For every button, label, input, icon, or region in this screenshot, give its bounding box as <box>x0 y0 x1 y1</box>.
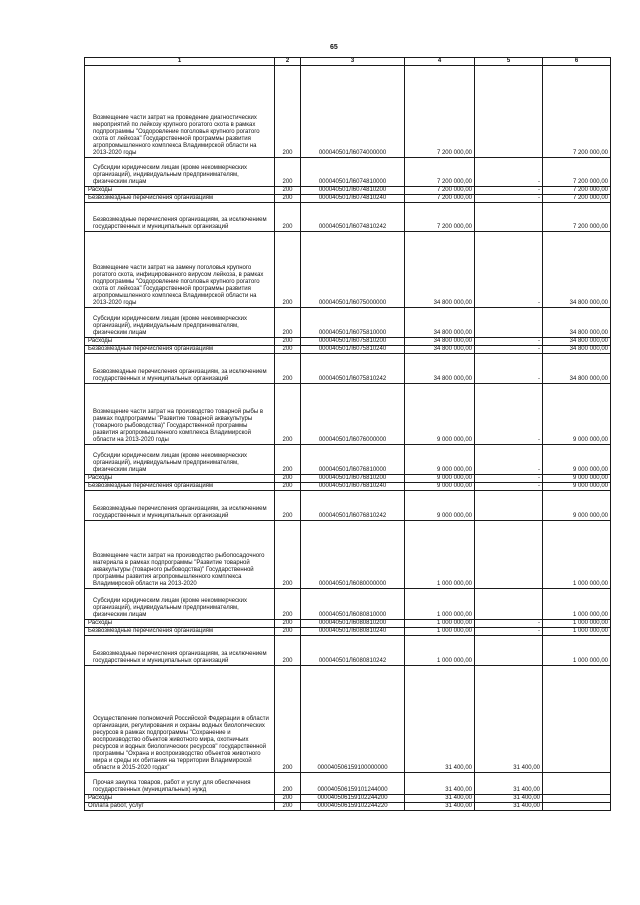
row-classification-code: 000040501Л6080810200 <box>301 620 405 628</box>
row-amount-federal <box>475 66 543 158</box>
row-amount-regional: 1 000 000,00 <box>543 636 611 666</box>
row-amount-approved: 31 400,00 <box>405 795 475 803</box>
table-row <box>85 354 611 384</box>
row-code: 200 <box>275 308 301 338</box>
row-classification-code: 000040506159102244220 <box>301 803 405 811</box>
row-code: 200 <box>275 187 301 195</box>
row-amount-regional <box>543 666 611 773</box>
row-amount-federal <box>475 203 543 232</box>
row-code: 200 <box>275 491 301 521</box>
row-description: Возмещение части затрат на замену поголовья крупного рогатого скота, инфицированного вирусом лейкоза, в рамках подпрограммы "Оздоровление поголовья крупного рогатого скота от лейкоза" Государственной программы развития агропромышленного комплекса Владимирской области на 2013-2020 годы <box>85 232 275 308</box>
row-amount-approved: 1 000 000,00 <box>405 620 475 628</box>
row-description: Расходы <box>85 475 275 483</box>
row-code: 200 <box>275 589 301 620</box>
row-amount-regional: 7 200 000,00 <box>543 158 611 187</box>
row-amount-regional: 1 000 000,00 <box>543 589 611 620</box>
row-amount-regional: 34 800 000,00 <box>543 308 611 338</box>
row-amount-federal: - <box>475 354 543 384</box>
row-description: Субсидии юридическим лицам (кроме некоммерческих организаций), индивидуальным предпринимателям, физическим лицам <box>85 445 275 475</box>
table-row <box>85 384 611 445</box>
row-amount-approved: 31 400,00 <box>405 773 475 795</box>
row-amount-federal: - <box>475 232 543 308</box>
row-classification-code: 000040501Л6075810000 <box>301 308 405 338</box>
row-classification-code: 000040501Л6074000000 <box>301 66 405 158</box>
row-amount-federal: - <box>475 187 543 195</box>
table-row <box>85 445 611 475</box>
table-row <box>85 636 611 666</box>
table-row <box>85 338 611 346</box>
row-amount-approved: 34 800 000,00 <box>405 308 475 338</box>
row-amount-regional: 1 000 000,00 <box>543 628 611 636</box>
row-description: Расходы <box>85 338 275 346</box>
row-amount-approved: 34 800 000,00 <box>405 354 475 384</box>
header-col-1: 1 <box>85 58 275 66</box>
row-description: Возмещение части затрат на проведение диагностических мероприятий по лейкозу крупного рогатого скота в рамках подпрограммы "Оздоровление поголовья крупного рогатого скота от лейкоза" Государственной программы развития агропромышленного комплекса Владимирской области на 2013-2020 годы <box>85 66 275 158</box>
row-code: 200 <box>275 475 301 483</box>
row-classification-code: 000040501Л6076810200 <box>301 475 405 483</box>
row-classification-code: 000040501Л6075000000 <box>301 232 405 308</box>
table-row <box>85 195 611 203</box>
table-row <box>85 483 611 491</box>
row-description: Возмещение части затрат на производство товарной рыбы в рамках подпрограммы "Развитие товарной аквакультуры (товарного рыбоводства)" Государственной программы развития агропромышленного комплекса Владимирской области на 2013-2020 годы <box>85 384 275 445</box>
table-row <box>85 187 611 195</box>
row-classification-code: 000040501Л6075810200 <box>301 338 405 346</box>
header-col-6: 6 <box>543 58 611 66</box>
table-row <box>85 66 611 158</box>
table-row <box>85 475 611 483</box>
table-row <box>85 795 611 803</box>
table-row <box>85 232 611 308</box>
header-col-2: 2 <box>275 58 301 66</box>
row-amount-regional: 7 200 000,00 <box>543 195 611 203</box>
row-classification-code: 000040501Л6080810240 <box>301 628 405 636</box>
row-classification-code: 000040501Л6080810000 <box>301 589 405 620</box>
row-classification-code: 000040501Л6074810240 <box>301 195 405 203</box>
row-code: 200 <box>275 203 301 232</box>
row-classification-code: 000040501Л6075810242 <box>301 354 405 384</box>
row-amount-federal: 31 400,00 <box>475 666 543 773</box>
header-col-4: 4 <box>405 58 475 66</box>
row-description: Безвозмездные перечисления организациям <box>85 346 275 354</box>
header-col-3: 3 <box>301 58 405 66</box>
table-row <box>85 803 611 811</box>
row-classification-code: 000040506159101244000 <box>301 773 405 795</box>
row-amount-approved: 31 400,00 <box>405 666 475 773</box>
row-amount-approved: 7 200 000,00 <box>405 158 475 187</box>
row-description: Безвозмездные перечисления организациям <box>85 483 275 491</box>
row-amount-approved: 7 200 000,00 <box>405 195 475 203</box>
row-amount-approved: 34 800 000,00 <box>405 346 475 354</box>
row-amount-federal: - <box>475 620 543 628</box>
row-description: Безвозмездные перечисления организациям, за исключением государственных и муниципальных организаций <box>85 636 275 666</box>
row-amount-approved: 34 800 000,00 <box>405 338 475 346</box>
row-description: Оплата работ, услуг <box>85 803 275 811</box>
row-amount-federal: 31 400,00 <box>475 803 543 811</box>
row-code: 200 <box>275 636 301 666</box>
row-amount-regional: 7 200 000,00 <box>543 66 611 158</box>
budget-table <box>84 57 611 811</box>
row-amount-federal: 31 400,00 <box>475 795 543 803</box>
row-amount-federal <box>475 491 543 521</box>
row-amount-approved: 1 000 000,00 <box>405 521 475 589</box>
row-amount-approved: 34 800 000,00 <box>405 232 475 308</box>
row-amount-regional: 34 800 000,00 <box>543 338 611 346</box>
row-classification-code: 000040501Л6076810242 <box>301 491 405 521</box>
row-amount-approved: 1 000 000,00 <box>405 589 475 620</box>
row-amount-regional: 9 000 000,00 <box>543 491 611 521</box>
row-code: 200 <box>275 773 301 795</box>
row-classification-code: 000040501Л6074810242 <box>301 203 405 232</box>
row-amount-regional: 7 200 000,00 <box>543 203 611 232</box>
row-code: 200 <box>275 445 301 475</box>
row-amount-federal <box>475 636 543 666</box>
table-row <box>85 491 611 521</box>
row-amount-federal: - <box>475 445 543 475</box>
row-amount-federal: - <box>475 628 543 636</box>
row-code: 200 <box>275 232 301 308</box>
row-amount-regional: 1 000 000,00 <box>543 620 611 628</box>
row-amount-regional: 34 800 000,00 <box>543 232 611 308</box>
table-body <box>85 66 611 811</box>
page-number: 65 <box>330 44 338 51</box>
row-amount-approved: 1 000 000,00 <box>405 628 475 636</box>
row-classification-code: 000040501Л6080810242 <box>301 636 405 666</box>
row-amount-federal <box>475 589 543 620</box>
row-amount-regional: 9 000 000,00 <box>543 475 611 483</box>
row-description: Безвозмездные перечисления организациям, за исключением государственных и муниципальных организаций <box>85 354 275 384</box>
table-row <box>85 346 611 354</box>
row-amount-regional: 9 000 000,00 <box>543 445 611 475</box>
row-amount-federal: - <box>475 346 543 354</box>
row-amount-federal: - <box>475 338 543 346</box>
row-amount-regional <box>543 803 611 811</box>
row-code: 200 <box>275 338 301 346</box>
header-row <box>85 58 611 66</box>
row-classification-code: 000040501Л6076000000 <box>301 384 405 445</box>
row-code: 200 <box>275 521 301 589</box>
row-code: 200 <box>275 803 301 811</box>
row-code: 200 <box>275 195 301 203</box>
row-description: Прочая закупка товаров, работ и услуг для обеспечения государственных (муниципальных) нужд <box>85 773 275 795</box>
table-row <box>85 666 611 773</box>
row-amount-federal: - <box>475 195 543 203</box>
table-row <box>85 308 611 338</box>
row-description: Расходы <box>85 795 275 803</box>
row-code: 200 <box>275 384 301 445</box>
row-classification-code: 000040506159102244200 <box>301 795 405 803</box>
table-row <box>85 203 611 232</box>
row-amount-regional: 1 000 000,00 <box>543 521 611 589</box>
row-description: Безвозмездные перечисления организациям, за исключением государственных и муниципальных организаций <box>85 203 275 232</box>
row-amount-approved: 9 000 000,00 <box>405 475 475 483</box>
row-amount-approved: 9 000 000,00 <box>405 483 475 491</box>
row-amount-regional: 9 000 000,00 <box>543 483 611 491</box>
row-classification-code: 000040506159100000000 <box>301 666 405 773</box>
row-amount-approved: 9 000 000,00 <box>405 384 475 445</box>
row-amount-approved: 1 000 000,00 <box>405 636 475 666</box>
row-code: 200 <box>275 66 301 158</box>
row-amount-regional: 7 200 000,00 <box>543 187 611 195</box>
row-amount-approved: 7 200 000,00 <box>405 187 475 195</box>
row-description: Осуществление полномочий Российской Федерации в области организации, регулирования и охраны водных биологических ресурсов в рамках подпрограммы "Сохранение и воспроизводство объектов животного мира, охотничьих ресурсов и водных биологических ресурсов" государственной программы "Охрана и воспроизводство объектов животного мира и среды их обитания на территории Владимирской области в 2015-2020 годах" <box>85 666 275 773</box>
row-description: Безвозмездные перечисления организациям <box>85 628 275 636</box>
row-code: 200 <box>275 620 301 628</box>
row-description: Субсидии юридическим лицам (кроме некоммерческих организаций), индивидуальным предпринимателям, физическим лицам <box>85 589 275 620</box>
row-description: Расходы <box>85 187 275 195</box>
row-amount-regional <box>543 795 611 803</box>
row-code: 200 <box>275 666 301 773</box>
row-description: Возмещение части затрат на производство рыбопосадочного материала в рамках подпрограммы "Развитие товарной аквакультуры (товарного рыбоводства)" Государственной программы развития агропромышленного комплекса Владимирской области на 2013-2020 <box>85 521 275 589</box>
row-amount-federal: 31 400,00 <box>475 773 543 795</box>
row-amount-regional: 34 800 000,00 <box>543 354 611 384</box>
table-row <box>85 620 611 628</box>
table-row <box>85 589 611 620</box>
row-amount-federal <box>475 521 543 589</box>
row-classification-code: 000040501Л6074810000 <box>301 158 405 187</box>
row-amount-regional <box>543 773 611 795</box>
row-amount-federal <box>475 308 543 338</box>
row-amount-federal: - <box>475 384 543 445</box>
row-amount-approved: 31 400,00 <box>405 803 475 811</box>
header-col-5: 5 <box>475 58 543 66</box>
row-code: 200 <box>275 795 301 803</box>
row-code: 200 <box>275 158 301 187</box>
table-row <box>85 773 611 795</box>
table-row <box>85 521 611 589</box>
row-amount-approved: 7 200 000,00 <box>405 203 475 232</box>
row-classification-code: 000040501Л6075810240 <box>301 346 405 354</box>
row-description: Расходы <box>85 620 275 628</box>
row-code: 200 <box>275 354 301 384</box>
row-amount-approved: 9 000 000,00 <box>405 445 475 475</box>
row-code: 200 <box>275 346 301 354</box>
row-code: 200 <box>275 483 301 491</box>
row-classification-code: 000040501Л6074810200 <box>301 187 405 195</box>
row-classification-code: 000040501Л6076810240 <box>301 483 405 491</box>
row-classification-code: 000040501Л6080000000 <box>301 521 405 589</box>
row-amount-federal: - <box>475 475 543 483</box>
table-row <box>85 158 611 187</box>
row-description: Безвозмездные перечисления организациям, за исключением государственных и муниципальных организаций <box>85 491 275 521</box>
row-amount-approved: 7 200 000,00 <box>405 66 475 158</box>
row-description: Субсидии юридическим лицам (кроме некоммерческих организаций), индивидуальным предпринимателям, физическим лицам <box>85 308 275 338</box>
row-amount-approved: 9 000 000,00 <box>405 491 475 521</box>
row-amount-federal: - <box>475 483 543 491</box>
row-description: Безвозмездные перечисления организациям <box>85 195 275 203</box>
row-amount-regional: 34 800 000,00 <box>543 346 611 354</box>
row-amount-federal: - <box>475 158 543 187</box>
row-amount-regional: 9 000 000,00 <box>543 384 611 445</box>
row-code: 200 <box>275 628 301 636</box>
table-row <box>85 628 611 636</box>
row-description: Субсидии юридическим лицам (кроме некоммерческих организаций), индивидуальным предпринимателям, физическим лицам <box>85 158 275 187</box>
row-classification-code: 000040501Л6076810000 <box>301 445 405 475</box>
